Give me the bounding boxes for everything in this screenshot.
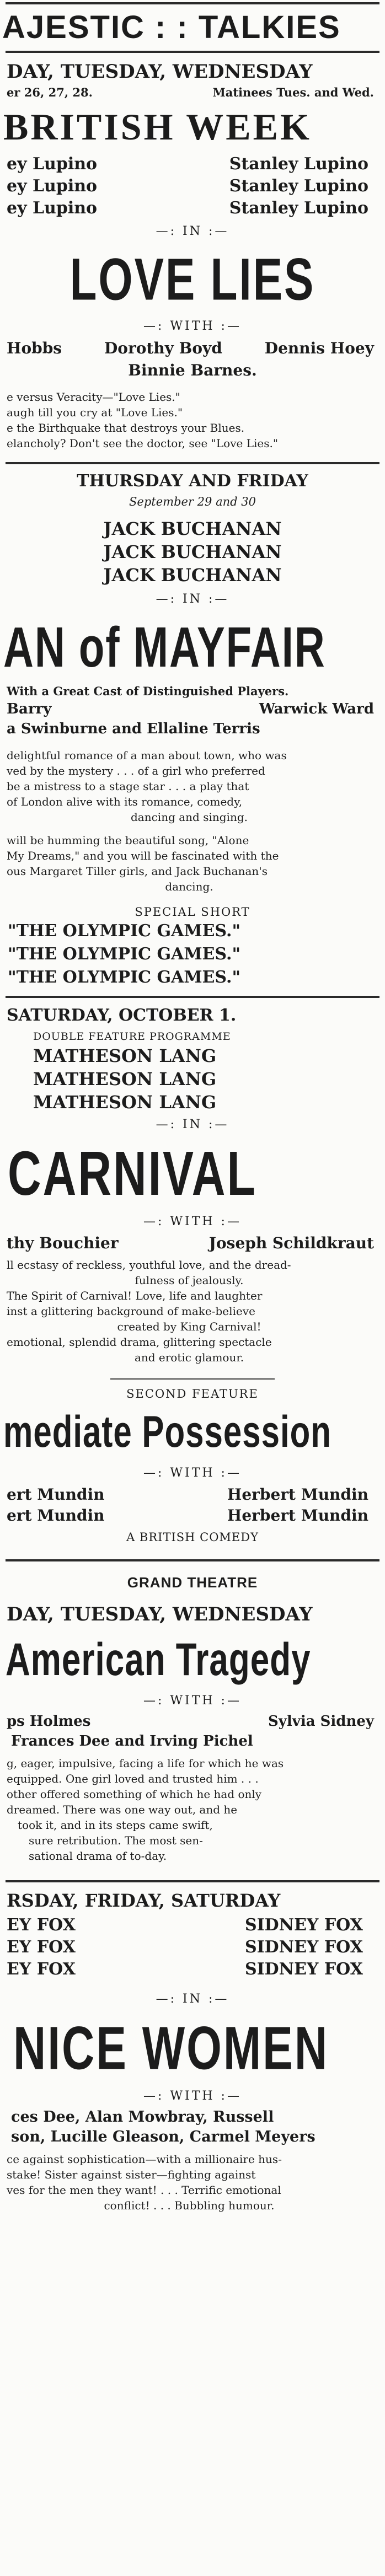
blurb-line: dreamed. There was one way out, and he bbox=[7, 1803, 238, 1816]
cast-hobbs: Hobbs bbox=[7, 339, 62, 357]
love-lies-cast-2: Binnie Barnes. bbox=[128, 361, 257, 379]
nice-cast-1: ces Dee, Alan Mowbray, Russell bbox=[11, 2108, 274, 2126]
carnival-section bbox=[0, 998, 385, 1380]
mayfair-section bbox=[0, 464, 385, 996]
cast-schildkraut: Joseph Schildkraut bbox=[208, 1234, 374, 1252]
tragedy-cast-2: Frances Dee and Irving Pichel bbox=[11, 1733, 253, 1749]
possession-title: mediate Possession bbox=[3, 1407, 331, 1457]
fox-left: EY FOX bbox=[7, 1938, 76, 1957]
carnival-with: —: WITH :— bbox=[143, 1215, 242, 1228]
cast-ward: Warwick Ward bbox=[259, 701, 374, 717]
mundin-left: ert Mundin bbox=[7, 1485, 105, 1504]
buchanan-3: JACK BUCHANAN bbox=[103, 565, 282, 586]
mayfair-title-wrap bbox=[0, 612, 385, 684]
blurb-line: ves for the men they want! . . . Terrific emotional bbox=[7, 2183, 281, 2197]
lang-2: MATHESON LANG bbox=[33, 1069, 217, 1090]
blurb-line: emotional, splendid drama, glittering spectacle bbox=[7, 1335, 272, 1349]
blurb-line: created by King Carnival! bbox=[117, 1320, 261, 1333]
british-dates: er 26, 27, 28. bbox=[7, 85, 93, 99]
blurb-line: other offered something of which he had only bbox=[7, 1788, 262, 1801]
tragedy-title-wrap bbox=[0, 1630, 385, 1690]
british-in: —: IN :— bbox=[156, 224, 229, 238]
blurb-line: ll ecstasy of reckless, youthful love, and the dread- bbox=[7, 1258, 291, 1271]
nice-women-section bbox=[0, 1882, 385, 2213]
mayfair-days: THURSDAY AND FRIDAY bbox=[77, 471, 308, 491]
british-matinees: Matinees Tues. and Wed. bbox=[212, 85, 374, 99]
mayfair-cast-intro: With a Great Cast of Distinguished Players. bbox=[7, 684, 289, 698]
lupino-left: ey Lupino bbox=[7, 198, 98, 218]
tragedy-with: —: WITH :— bbox=[143, 1694, 242, 1708]
lupino-row-2 bbox=[0, 175, 385, 197]
grand-theatre-title: GRAND THEATRE bbox=[127, 1574, 258, 1591]
carnival-days: SATURDAY, OCTOBER 1. bbox=[7, 1006, 237, 1025]
lupino-row-1 bbox=[0, 153, 385, 175]
carnival-in: —: IN :— bbox=[156, 1118, 229, 1131]
mayfair-cast-2: a Swinburne and Ellaline Terris bbox=[7, 721, 260, 737]
love-lies-blurb bbox=[0, 382, 385, 462]
lupino-row-3 bbox=[0, 197, 385, 219]
mundin-right: Herbert Mundin bbox=[227, 1506, 368, 1525]
blurb-line: sure retribution. The most sen- bbox=[29, 1834, 203, 1847]
blurb-line: My Dreams," and you will be fascinated with the bbox=[7, 849, 279, 862]
blurb-line: delightful romance of a man about town, who was bbox=[7, 749, 287, 762]
tragedy-cast-1 bbox=[0, 1711, 385, 1731]
fox-row-2 bbox=[0, 1936, 385, 1958]
mayfair-cast-1 bbox=[0, 699, 385, 719]
nice-cast-2: son, Lucille Gleason, Carmel Meyers bbox=[11, 2128, 316, 2145]
fox-row-1 bbox=[0, 1914, 385, 1936]
fox-row-3 bbox=[0, 1958, 385, 1981]
cast-boyd: Dorothy Boyd bbox=[104, 339, 222, 357]
love-lies-section bbox=[0, 244, 385, 462]
mundin-right: Herbert Mundin bbox=[227, 1485, 368, 1504]
nice-in: —: IN :— bbox=[156, 1992, 229, 2006]
love-lies-title-wrap bbox=[0, 244, 385, 315]
cast-sidney: Sylvia Sidney bbox=[268, 1713, 374, 1730]
nice-with: —: WITH :— bbox=[143, 2089, 242, 2103]
lupino-left: ey Lupino bbox=[7, 176, 98, 196]
blurb-line: dancing and singing. bbox=[131, 811, 248, 824]
blurb-line: will be humming the beautiful song, "Alone bbox=[7, 834, 249, 847]
cast-hoey: Dennis Hoey bbox=[264, 339, 374, 357]
british-comedy: A BRITISH COMEDY bbox=[126, 1531, 259, 1544]
blurb-line: and erotic glamour. bbox=[134, 1351, 244, 1364]
blurb-line: elancholy? Don't see the doctor, see "Love Lies." bbox=[7, 437, 279, 450]
blurb-line: equipped. One girl loved and trusted him . . . bbox=[7, 1772, 259, 1785]
lupino-right: Stanley Lupino bbox=[229, 176, 368, 196]
love-lies-cast-1 bbox=[0, 337, 385, 359]
love-lies-title: LOVE LIES bbox=[69, 246, 316, 313]
blurb-line: fulness of jealously. bbox=[135, 1274, 244, 1287]
british-days: DAY, TUESDAY, WEDNESDAY bbox=[7, 61, 313, 83]
grand-days: DAY, TUESDAY, WEDNESDAY bbox=[7, 1603, 313, 1625]
olympic-3: "THE OLYMPIC GAMES." bbox=[8, 968, 241, 987]
blurb-line: of London alive with its romance, comedy, bbox=[7, 795, 243, 808]
cast-holmes: ps Holmes bbox=[7, 1713, 91, 1730]
blurb-line: conflict! . . . Bubbling humour. bbox=[104, 2199, 275, 2212]
grand-section bbox=[0, 1561, 385, 1880]
possession-section bbox=[0, 1380, 385, 1559]
mayfair-in: —: IN :— bbox=[156, 592, 229, 606]
olympic-2: "THE OLYMPIC GAMES." bbox=[8, 944, 241, 964]
tragedy-title: American Tragedy bbox=[6, 1634, 311, 1686]
buchanan-2: JACK BUCHANAN bbox=[103, 541, 282, 562]
blurb-line: stake! Sister against sister—fighting against bbox=[7, 2168, 256, 2181]
blurb-line: took it, and in its steps came swift, bbox=[18, 1818, 213, 1832]
nice-days: RSDAY, FRIDAY, SATURDAY bbox=[7, 1890, 281, 1911]
blurb-line: sational drama of to-day. bbox=[29, 1849, 167, 1863]
header-title: AJESTIC : : TALKIES bbox=[2, 9, 341, 45]
lupino-left: ey Lupino bbox=[7, 154, 98, 174]
lang-3: MATHESON LANG bbox=[33, 1092, 217, 1113]
love-lies-with: —: WITH :— bbox=[143, 319, 242, 333]
fox-left: EY FOX bbox=[7, 1960, 76, 1979]
carnival-programme: DOUBLE FEATURE PROGRAMME bbox=[33, 1031, 231, 1043]
blurb-line: ce against sophistication—with a millionaire hus- bbox=[7, 2153, 282, 2166]
blurb-line: dancing. bbox=[165, 880, 213, 893]
mayfair-title: AN of MAYFAIR bbox=[3, 615, 326, 679]
blurb-line: inst a glittering background of make-believe bbox=[7, 1305, 255, 1318]
fox-left: EY FOX bbox=[7, 1915, 76, 1935]
lang-1: MATHESON LANG bbox=[33, 1045, 217, 1066]
mayfair-blurb bbox=[0, 739, 385, 894]
tragedy-blurb bbox=[0, 1751, 385, 1880]
blurb-line: be a mistress to a stage star . . . a play that bbox=[7, 780, 249, 793]
buchanan-1: JACK BUCHANAN bbox=[103, 518, 282, 539]
mayfair-dates: September 29 and 30 bbox=[129, 495, 256, 508]
possession-with: —: WITH :— bbox=[143, 1466, 242, 1480]
special-short-label: SPECIAL SHORT bbox=[135, 905, 250, 919]
british-date-row bbox=[0, 85, 385, 100]
carnival-title: CARNIVAL bbox=[8, 1138, 257, 1209]
blurb-line: e versus Veracity—"Love Lies." bbox=[7, 390, 180, 404]
carnival-title-wrap bbox=[0, 1136, 385, 1211]
fox-right: SIDNEY FOX bbox=[244, 1915, 363, 1935]
mundin-row-1 bbox=[0, 1484, 385, 1505]
nice-title: NICE WOMEN bbox=[13, 2014, 329, 2083]
cast-barry: Barry bbox=[7, 701, 52, 717]
mundin-row-2 bbox=[0, 1505, 385, 1526]
blurb-line: ous Margaret Tiller girls, and Jack Buchanan's bbox=[7, 865, 268, 878]
possession-title-wrap bbox=[0, 1402, 385, 1462]
carnival-blurb bbox=[0, 1254, 385, 1378]
lupino-right: Stanley Lupino bbox=[229, 154, 368, 174]
lupino-right: Stanley Lupino bbox=[229, 198, 368, 218]
nice-title-wrap bbox=[0, 2012, 385, 2085]
nice-blurb bbox=[0, 2147, 385, 2213]
blurb-line: e the Birthquake that destroys your Blues. bbox=[7, 421, 245, 434]
british-title: BRITISH WEEK bbox=[3, 106, 312, 148]
carnival-cast bbox=[0, 1233, 385, 1254]
british-week-section bbox=[0, 53, 385, 244]
fox-right: SIDNEY FOX bbox=[244, 1938, 363, 1957]
cast-bouchier: thy Bouchier bbox=[7, 1234, 119, 1252]
blurb-line: The Spirit of Carnival! Love, life and laughter bbox=[7, 1289, 263, 1302]
blurb-line: ved by the mystery . . . of a girl who preferred bbox=[7, 764, 265, 777]
mundin-left: ert Mundin bbox=[7, 1506, 105, 1525]
second-feature-label: SECOND FEATURE bbox=[126, 1387, 259, 1400]
olympic-1: "THE OLYMPIC GAMES." bbox=[8, 921, 241, 941]
blurb-line: g, eager, impulsive, facing a life for which he was bbox=[7, 1757, 284, 1770]
blurb-line: augh till you cry at "Love Lies." bbox=[7, 406, 183, 419]
fox-right: SIDNEY FOX bbox=[244, 1960, 363, 1979]
